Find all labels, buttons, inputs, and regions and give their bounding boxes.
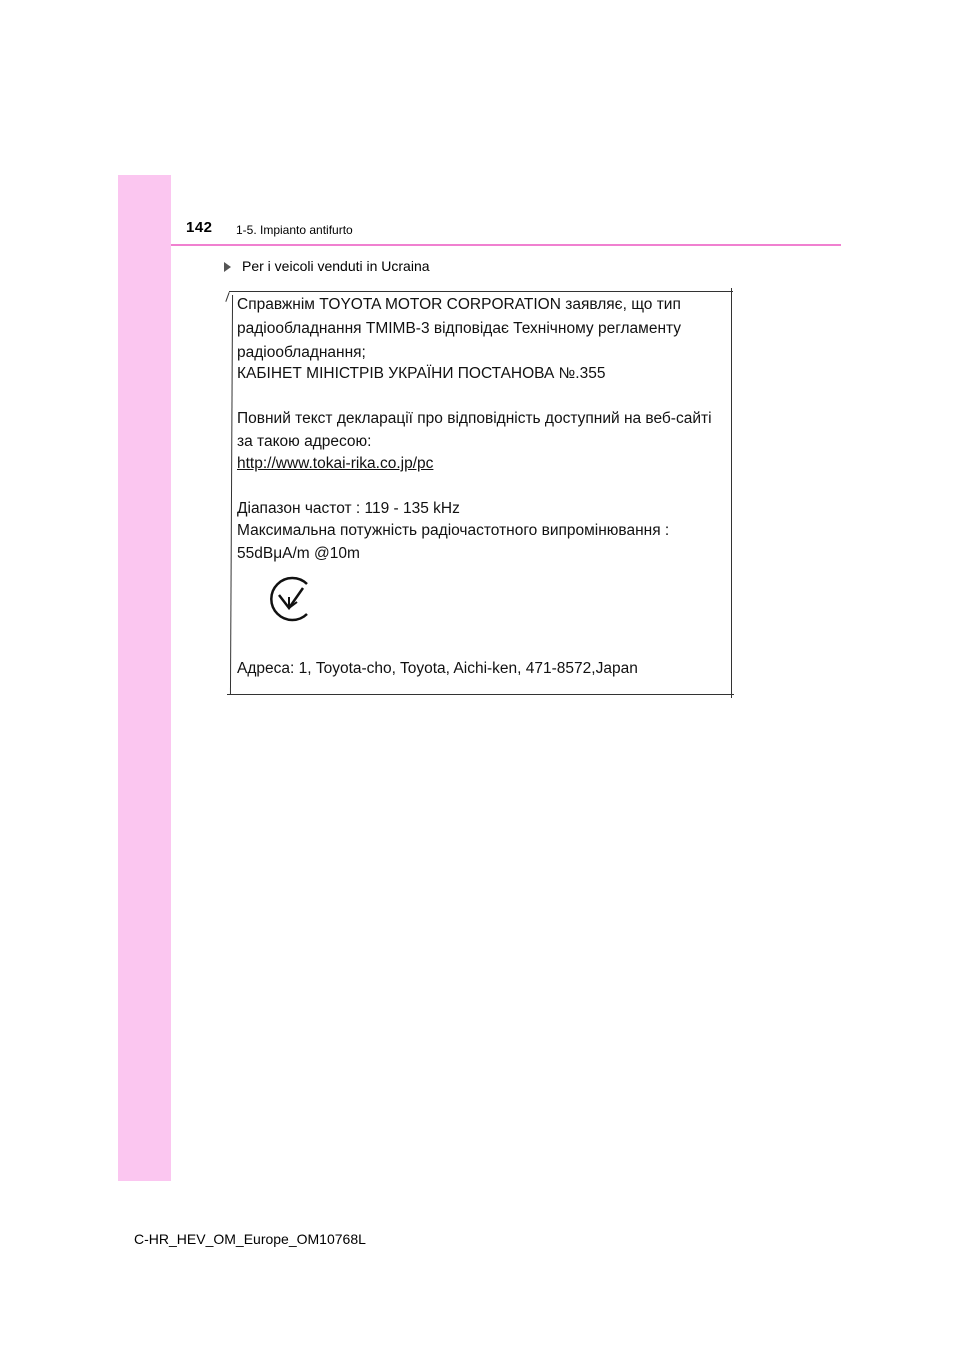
box-border-right xyxy=(731,288,732,698)
side-color-band xyxy=(118,175,171,1181)
declaration-line: 55dBμA/m @10m xyxy=(237,545,360,562)
declaration-line: Повний текст декларації про відповідність доступний на веб-сайті xyxy=(237,410,712,427)
bullet-text: Per i veicoli venduti in Ucraina xyxy=(242,258,430,274)
declaration-line: Діапазон частот : 119 - 135 kHz xyxy=(237,500,460,517)
ukraine-conformity-mark-icon xyxy=(267,575,315,623)
declaration-line: Справжнім TOYOTA MOTOR CORPORATION заявляє, що тип xyxy=(237,296,681,313)
box-border-left xyxy=(230,295,233,695)
declaration-line: КАБІНЕТ МІНІСТРІВ УКРАЇНИ ПОСТАНОВА №.355 xyxy=(237,365,606,382)
declaration-line: радіообладнання; xyxy=(237,344,366,361)
header-rule xyxy=(171,244,841,246)
declaration-box xyxy=(229,291,731,694)
declaration-address: Адреса: 1, Toyota-cho, Toyota, Aichi-ken, 471-8572,Japan xyxy=(237,660,638,677)
box-border-bottom xyxy=(227,694,734,695)
section-title: 1-5. Impianto antifurto xyxy=(236,223,353,237)
triangle-bullet-icon xyxy=(224,262,231,272)
box-corner-mark xyxy=(225,292,229,302)
declaration-line: Максимальна потужність радіочастотного випромінювання : xyxy=(237,522,670,539)
box-border-top xyxy=(229,291,733,292)
declaration-line: радіообладнання TMIMB-3 відповідає Технічному регламенту xyxy=(237,320,682,337)
declaration-line: за такою адресою: xyxy=(237,433,372,450)
document-code: C-HR_HEV_OM_Europe_OM10768L xyxy=(134,1231,366,1247)
bullet-item xyxy=(224,258,430,274)
declaration-url-link[interactable]: http://www.tokai-rika.co.jp/pc xyxy=(237,455,434,472)
page-number: 142 xyxy=(186,219,213,236)
